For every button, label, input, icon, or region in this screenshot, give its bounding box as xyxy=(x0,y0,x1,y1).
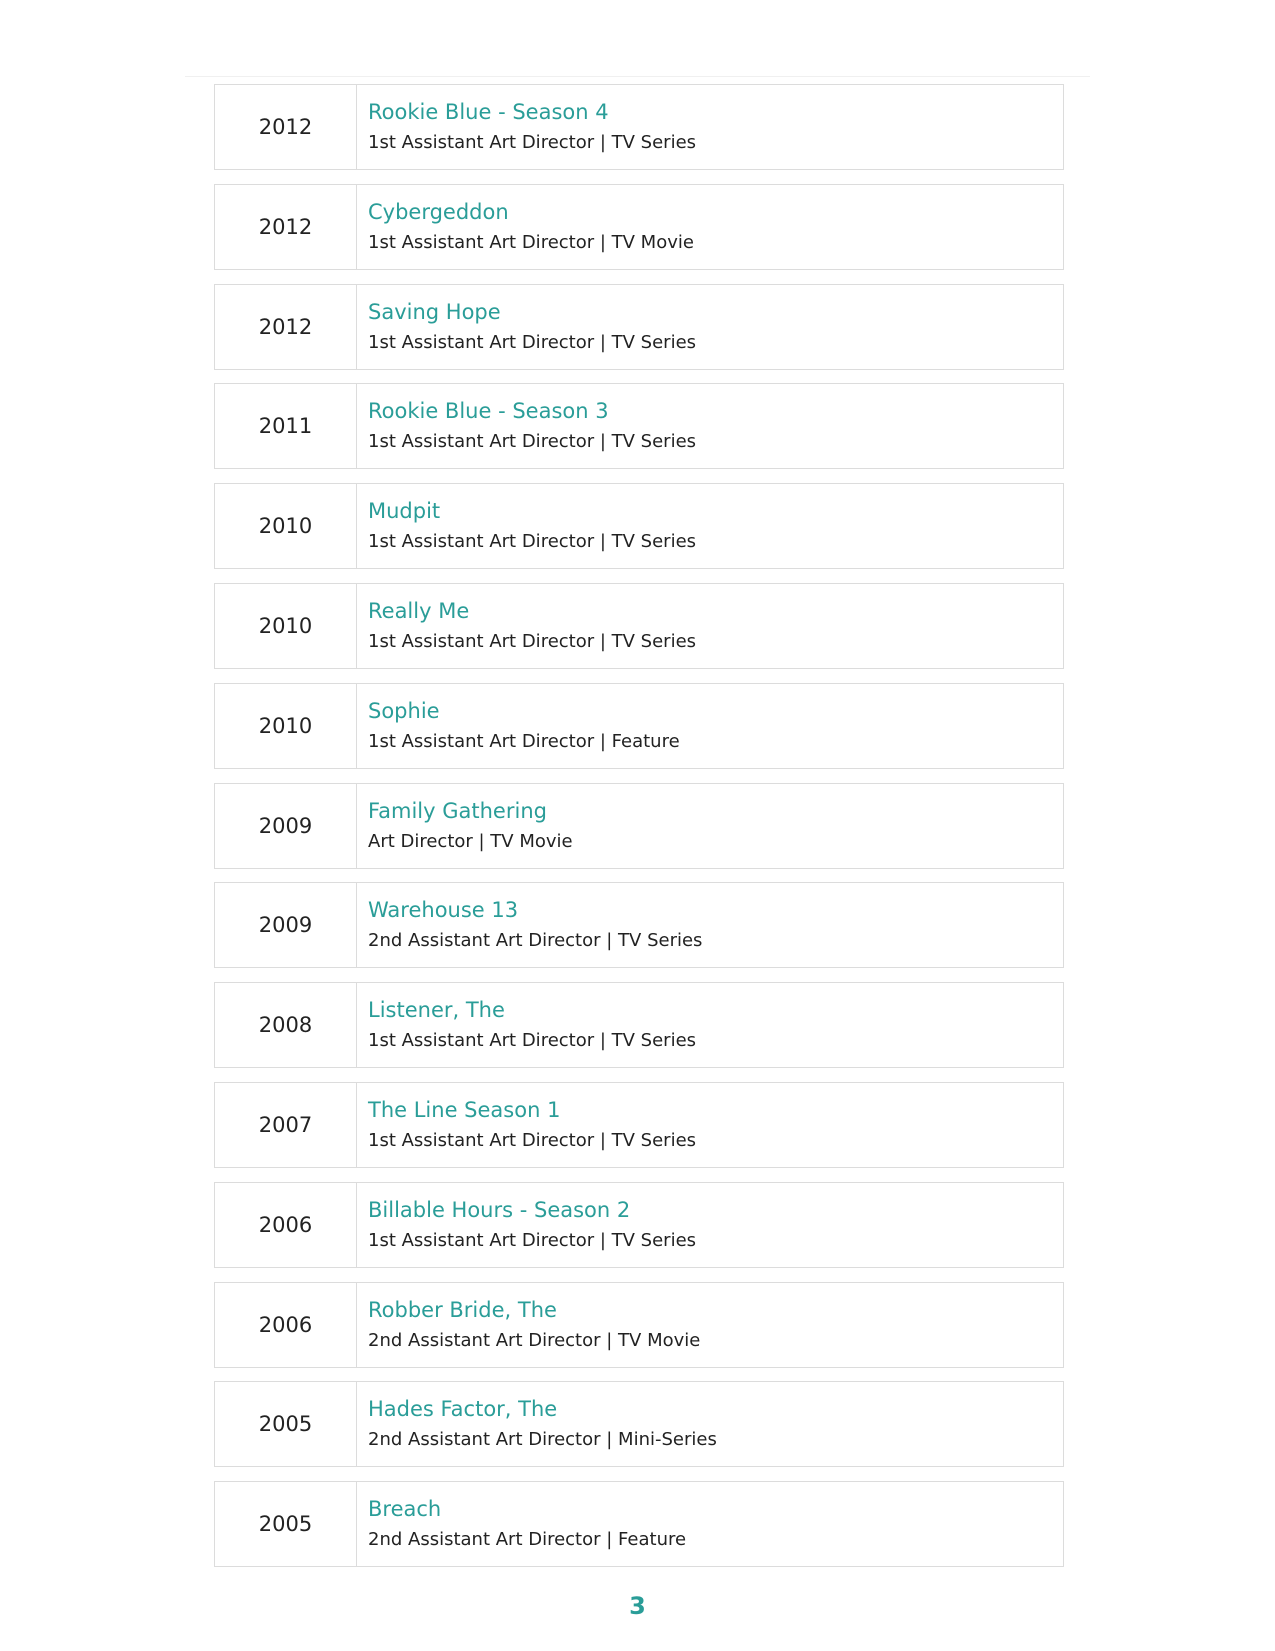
credit-title-link[interactable]: Listener, The xyxy=(368,998,505,1023)
credit-info xyxy=(357,684,1063,768)
credit-info xyxy=(357,1382,1063,1466)
credit-year: 2011 xyxy=(215,384,357,468)
credit-row xyxy=(214,583,1064,669)
credit-info xyxy=(357,285,1063,369)
credit-role: 2nd Assistant Art Director | TV Movie xyxy=(368,1329,701,1351)
credit-year: 2012 xyxy=(215,285,357,369)
credit-title-link[interactable]: Cybergeddon xyxy=(368,199,509,224)
credit-year: 2010 xyxy=(215,584,357,668)
credit-year: 2005 xyxy=(215,1382,357,1466)
credit-row xyxy=(214,184,1064,270)
credit-title-link[interactable]: Mudpit xyxy=(368,499,441,524)
credit-row xyxy=(214,1481,1064,1567)
credit-info xyxy=(357,883,1063,967)
credit-title-link[interactable]: Rookie Blue - Season 4 xyxy=(368,100,609,124)
credit-row xyxy=(214,1082,1064,1168)
credit-row xyxy=(214,882,1064,968)
credit-row xyxy=(214,783,1064,869)
credit-role: 1st Assistant Art Director | TV Series xyxy=(368,1229,697,1251)
credit-role: 1st Assistant Art Director | TV Series xyxy=(368,1129,697,1151)
page-number: 3 xyxy=(629,1592,646,1620)
credit-title-link[interactable]: Billable Hours - Season 2 xyxy=(368,1197,631,1222)
credit-info xyxy=(357,85,1063,169)
credit-row xyxy=(214,1282,1064,1368)
credit-info xyxy=(357,1183,1063,1267)
credit-row xyxy=(214,383,1064,469)
credit-year: 2007 xyxy=(215,1083,357,1167)
credit-info xyxy=(357,185,1063,269)
credit-year: 2012 xyxy=(215,185,357,269)
credit-info xyxy=(357,384,1063,468)
credit-info xyxy=(357,1083,1063,1167)
credit-title-link[interactable]: Sophie xyxy=(368,698,440,723)
credit-row xyxy=(214,982,1064,1068)
credit-year: 2006 xyxy=(215,1183,357,1267)
credit-row xyxy=(214,683,1064,769)
credit-title-link[interactable]: Saving Hope xyxy=(368,299,501,324)
credit-role: 1st Assistant Art Director | TV Series xyxy=(368,1030,697,1052)
credit-title-link[interactable]: Breach xyxy=(368,1497,442,1522)
credit-role: 2nd Assistant Art Director | Mini-Series xyxy=(368,1429,717,1451)
credit-info xyxy=(357,983,1063,1067)
credit-info xyxy=(357,784,1063,868)
top-divider xyxy=(185,76,1090,77)
credit-info xyxy=(357,484,1063,568)
credit-role: 1st Assistant Art Director | TV Series xyxy=(368,531,697,553)
credit-info xyxy=(357,1283,1063,1367)
credit-year: 2012 xyxy=(215,85,357,169)
credit-info xyxy=(357,584,1063,668)
credit-year: 2009 xyxy=(215,784,357,868)
credit-year: 2010 xyxy=(215,484,357,568)
credits-table xyxy=(214,84,1064,1581)
credit-title-link[interactable]: The Line Season 1 xyxy=(368,1097,561,1122)
credit-role: 1st Assistant Art Director | TV Series xyxy=(368,630,697,652)
credit-title-link[interactable]: Really Me xyxy=(368,598,470,623)
credit-role: 1st Assistant Art Director | TV Series xyxy=(368,132,697,153)
credit-row xyxy=(214,284,1064,370)
credit-title-link[interactable]: Warehouse 13 xyxy=(368,898,519,923)
credit-role: Art Director | TV Movie xyxy=(368,830,573,852)
credit-year: 2009 xyxy=(215,883,357,967)
credit-year: 2008 xyxy=(215,983,357,1067)
credit-row xyxy=(214,84,1064,170)
credit-title-link[interactable]: Robber Bride, The xyxy=(368,1297,557,1322)
credit-role: 1st Assistant Art Director | Feature xyxy=(368,730,680,752)
credit-title-link[interactable]: Rookie Blue - Season 3 xyxy=(368,399,609,424)
credit-year: 2010 xyxy=(215,684,357,768)
credit-row xyxy=(214,483,1064,569)
credit-row xyxy=(214,1381,1064,1467)
credit-year: 2006 xyxy=(215,1283,357,1367)
credit-row xyxy=(214,1182,1064,1268)
credit-role: 2nd Assistant Art Director | Feature xyxy=(368,1529,687,1551)
credit-role: 1st Assistant Art Director | TV Series xyxy=(368,331,697,353)
credit-title-link[interactable]: Hades Factor, The xyxy=(368,1397,558,1422)
credit-role: 1st Assistant Art Director | TV Series xyxy=(368,431,697,453)
credit-role: 2nd Assistant Art Director | TV Series xyxy=(368,930,703,952)
credit-title-link[interactable]: Family Gathering xyxy=(368,798,547,823)
credit-role: 1st Assistant Art Director | TV Movie xyxy=(368,231,694,253)
credit-year: 2005 xyxy=(215,1482,357,1566)
credit-info xyxy=(357,1482,1063,1566)
